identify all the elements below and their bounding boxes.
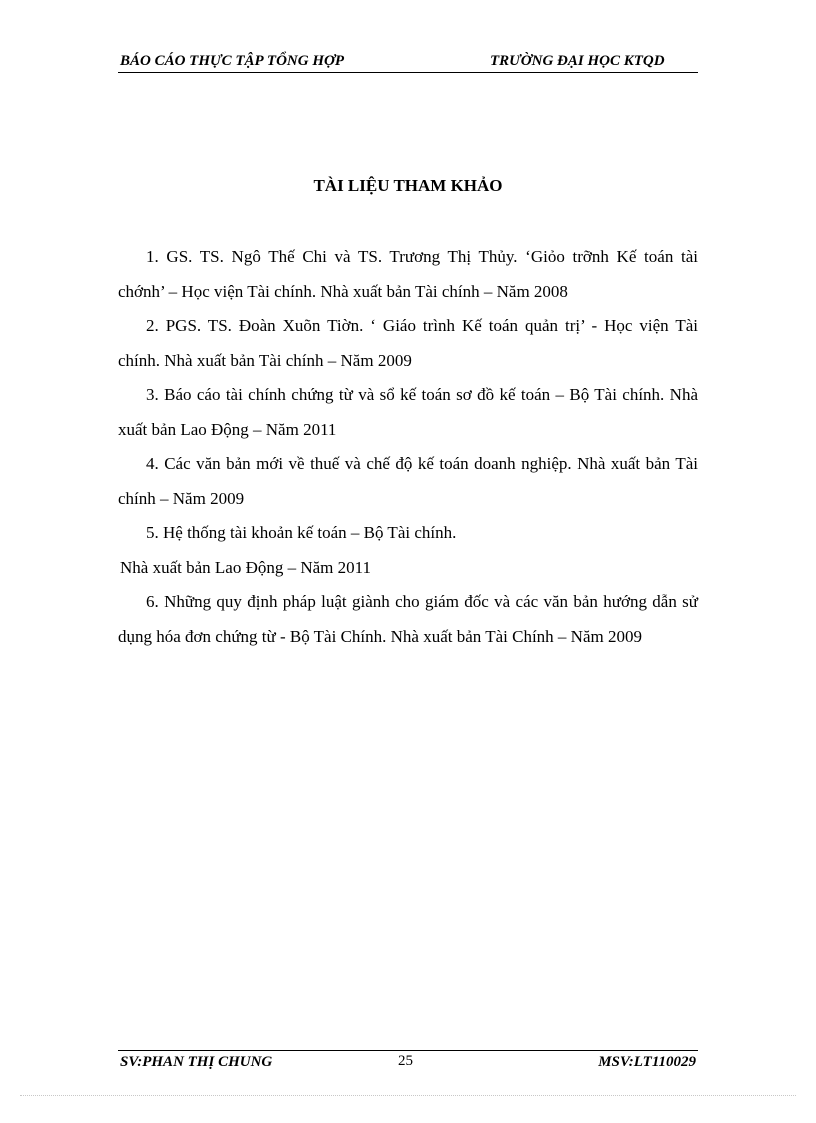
reference-item-1: 1. GS. TS. Ngô Thế Chi và TS. Trương Thị Thủy. ‘Giỏo trỡnh Kế toán tài chớnh’ – Học viện Tài chính. Nhà xuất bản Tài chính – Năm 2008 bbox=[118, 247, 698, 301]
reference-list bbox=[118, 240, 698, 654]
page-number: 25 bbox=[398, 1053, 413, 1069]
footer-student-id: MSV:LT110029 bbox=[598, 1054, 696, 1070]
reference-item-5: 5. Hệ thống tài khoản kế toán – Bộ Tài chính. bbox=[146, 523, 457, 542]
reference-item-2: 2. PGS. TS. Đoàn Xuõn Tiờn. ‘ Giáo trình Kế toán quản trị’ - Học viện Tài chính. Nhà xuất bản Tài chính – Năm 2009 bbox=[118, 316, 698, 370]
header-report-title: BÁO CÁO THỰC TẬP TỔNG HỢP bbox=[120, 53, 344, 69]
header-university: TRƯỜNG ĐẠI HỌC KTQD bbox=[490, 53, 665, 69]
reference-item-4: 4. Các văn bản mới về thuế và chế độ kế toán doanh nghiệp. Nhà xuất bản Tài chính – Năm 2009 bbox=[118, 454, 698, 508]
reference-item-5-publisher: Nhà xuất bản Lao Động – Năm 2011 bbox=[120, 557, 372, 577]
reference-item-6: 6. Những quy định pháp luật giành cho giám đốc và các văn bản hướng dẫn sử dụng hóa đơn chứng từ - Bộ Tài Chính. Nhà xuất bản Tài Chính – Năm 2009 bbox=[118, 592, 698, 646]
reference-item-3: 3. Báo cáo tài chính chứng từ và sổ kế toán sơ đồ kế toán – Bộ Tài chính. Nhà xuất bản Lao Động – Năm 2011 bbox=[118, 385, 698, 439]
footer-student-name: SV:PHAN THỊ CHUNG bbox=[120, 1054, 273, 1070]
dotted-divider bbox=[20, 1095, 796, 1096]
page-footer bbox=[118, 1050, 698, 1073]
page-header bbox=[118, 52, 698, 73]
section-title: TÀI LIỆU THAM KHẢO bbox=[313, 176, 503, 195]
